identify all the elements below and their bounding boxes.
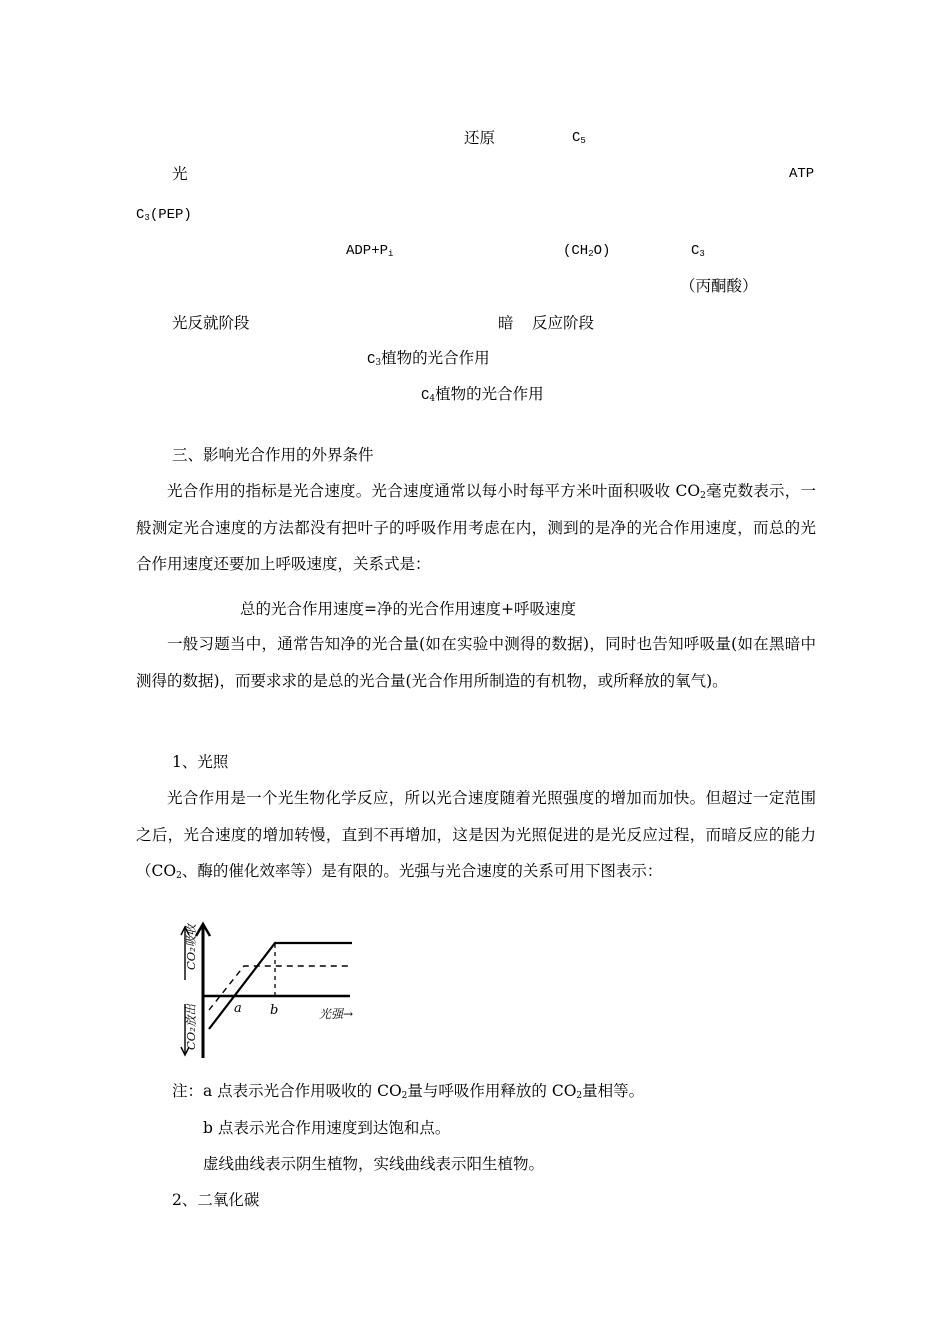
c4-plant-pre: C <box>421 388 430 404</box>
p1-b: 毫克数表示，一般测定光合速度的方法都没有把叶子的呼吸作用考虑在内，测到的是净的光合作用速度，而总的光合作用速度还要加上呼吸速度，关系式是： <box>136 482 816 573</box>
adp-sub: i <box>388 249 394 259</box>
c4-plant-post: 植物的光合作用 <box>435 385 544 403</box>
label-light: 光 <box>172 165 188 183</box>
point-a-label: a <box>234 1001 242 1016</box>
label-adp-pi <box>346 241 393 261</box>
paragraph-exercise-note: 一般习题当中，通常告知净的光合量(如在实验中测得的数据)，同时也告知呼吸量(如在黑暗中测得的数据)，而要求求的是总的光合量(光合作用所制造的有机物，或所释放的氧气)。 <box>136 635 816 690</box>
adp-text: ADP+P <box>346 243 389 259</box>
p3-a: 光合作用是一个光生物化学反应，所以光合速度随着光照强度的增加而加快。但超过一定范围之后，光合速度的增加转慢，直到不再增加，这是因为光照促进的是光反应过程，而暗反应的能力（CO <box>136 789 816 880</box>
note-point-a <box>172 1081 644 1101</box>
label-pyruvate: （丙酮酸） <box>680 277 758 295</box>
p1-a: 光合作用的指标是光合速度。光合速度通常以每小时每平方米叶面积吸收 CO <box>167 482 701 500</box>
paragraph-light <box>136 780 816 890</box>
light-curve-figure <box>176 918 376 1066</box>
label-reduce: 还原 <box>464 129 496 147</box>
subheading-co2: 2、二氧化碳 <box>172 1191 260 1209</box>
label-c3-plant <box>367 348 490 370</box>
label-dark: 暗 <box>498 314 514 332</box>
ch2o-sub: 2 <box>588 249 594 259</box>
p3-b: 、酶的催化效率等）是有限的。光强与光合速度的关系可用下图表示： <box>181 862 663 880</box>
label-ch2o <box>563 241 610 261</box>
p3-sub: 2 <box>176 871 182 881</box>
p1-sub: 2 <box>700 491 706 501</box>
formula: 总的光合作用速度=净的光合作用速度+呼吸速度 <box>240 600 576 618</box>
c3-text: C <box>691 243 700 259</box>
subheading-light: 1、光照 <box>172 753 229 771</box>
point-b-label: b <box>270 1003 279 1018</box>
label-c3-pep <box>136 205 192 225</box>
label-atp: ATP <box>789 166 815 182</box>
y-up-label: CO₂吸收 <box>184 924 198 970</box>
note1-sub1: 2 <box>401 1091 408 1101</box>
c3pep-sub: 3 <box>144 213 150 223</box>
x-axis-label: 光强→ <box>319 1007 354 1021</box>
label-light-stage: 光反就阶段 <box>172 314 250 332</box>
section-heading: 三、影响光合作用的外界条件 <box>172 446 374 464</box>
c4-plant-sub: 4 <box>429 394 436 404</box>
c3-plant-sub: 3 <box>375 358 382 368</box>
c3-plant-post: 植物的光合作用 <box>381 349 490 367</box>
note1-b: 量与呼吸作用释放的 CO <box>407 1082 577 1100</box>
label-c5 <box>572 128 586 148</box>
label-c3 <box>691 241 705 261</box>
ch2o-post: O) <box>593 243 611 259</box>
c5-sub: 5 <box>580 136 586 146</box>
note-point-b: b 点表示光合作用速度到达饱和点。 <box>203 1119 451 1137</box>
label-dark-stage: 反应阶段 <box>532 314 595 332</box>
label-c4-plant <box>421 384 544 406</box>
c3-plant-pre: C <box>367 352 376 368</box>
note1-sub2: 2 <box>576 1091 583 1101</box>
c3pep-text: C <box>136 207 145 223</box>
note1-c: 量相等。 <box>582 1082 645 1100</box>
shade-plant-curve <box>209 966 352 1010</box>
c3-sub: 3 <box>699 249 705 259</box>
note1-a: 注：a 点表示光合作用吸收的 CO <box>172 1082 402 1100</box>
ch2o-pre: (CH <box>563 243 589 259</box>
paragraph-rate-definition <box>136 473 816 583</box>
c3pep-rest: (PEP) <box>149 207 192 223</box>
c5-text: C <box>572 130 581 146</box>
note-curves: 虚线曲线表示阴生植物，实线曲线表示阳生植物。 <box>203 1155 545 1173</box>
y-down-label: CO₂放出 <box>184 1004 198 1050</box>
